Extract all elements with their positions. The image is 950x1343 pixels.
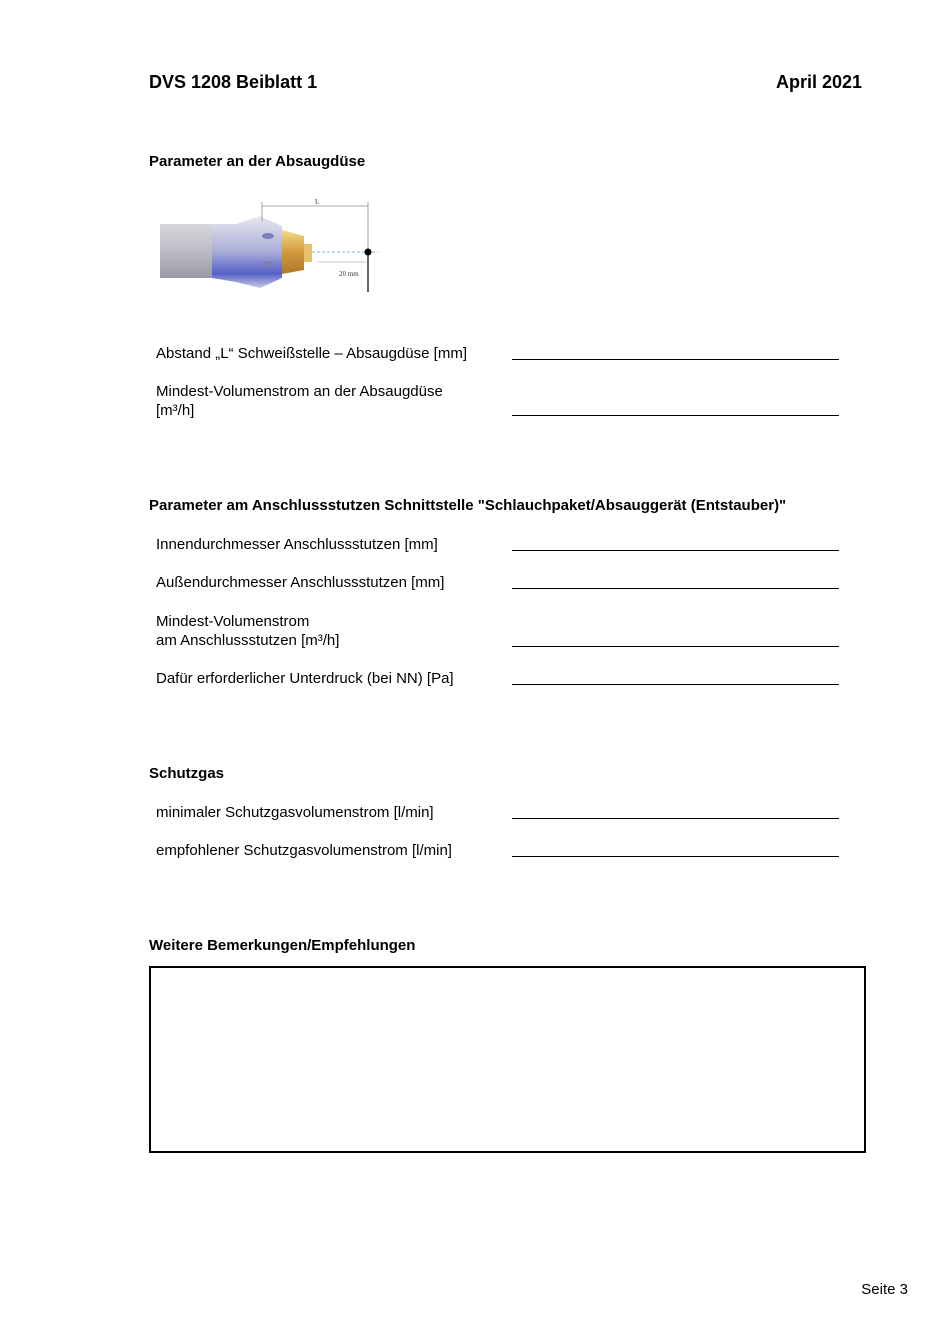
field-label-volumenstrom-duese: Mindest-Volumenstrom an der Absaugdüse [m³/h] [156, 383, 443, 419]
field-label-volumenstrom-stutzen: Mindest-Volumenstrom am Anschlussstutzen [m³/h] [156, 613, 340, 649]
distance-label: 20 mm [339, 270, 359, 278]
field-label-empf-schutzgas: empfohlener Schutzgasvolumenstrom [l/min] [156, 842, 452, 859]
input-line-volumenstrom-stutzen[interactable] [512, 646, 839, 647]
section-title-anschlussstutzen: Parameter am Anschlussstutzen Schnittstelle "Schlauchpaket/Absauggerät (Entstauber)" [149, 497, 787, 514]
welding-torch-nozzle-image [158, 194, 383, 296]
document-date: April 2021 [775, 72, 862, 92]
input-line-volumenstrom-duese[interactable] [512, 415, 839, 416]
page-number: Seite 3 [861, 1281, 908, 1298]
section-title-absaugduese: Parameter an der Absaugdüse [149, 153, 366, 170]
field-label-innendurchmesser: Innendurchmesser Anschlussstutzen [mm] [156, 536, 438, 553]
section-title-bemerkungen: Weitere Bemerkungen/Empfehlungen [149, 937, 416, 954]
document-title: DVS 1208 Beiblatt 1 [149, 72, 318, 92]
field-label-aussendurchmesser: Außendurchmesser Anschlussstutzen [mm] [156, 574, 445, 591]
field-label-abstand-l: Abstand „L“ Schweißstelle – Absaugdüse [mm] [156, 345, 467, 362]
input-line-innendurchmesser[interactable] [512, 550, 839, 551]
field-label-unterdruck: Dafür erforderlicher Unterdruck (bei NN) [Pa] [156, 670, 454, 687]
nozzle-figure [158, 194, 383, 296]
input-line-abstand-l[interactable] [512, 359, 839, 360]
remarks-textbox[interactable] [149, 966, 866, 1153]
dimension-label-l: L [315, 198, 320, 206]
input-line-aussendurchmesser[interactable] [512, 588, 839, 589]
input-line-unterdruck[interactable] [512, 684, 839, 685]
input-line-min-schutzgas[interactable] [512, 818, 839, 819]
field-label-min-schutzgas: minimaler Schutzgasvolumenstrom [l/min] [156, 804, 434, 821]
input-line-empf-schutzgas[interactable] [512, 856, 839, 857]
section-title-schutzgas: Schutzgas [149, 765, 225, 782]
